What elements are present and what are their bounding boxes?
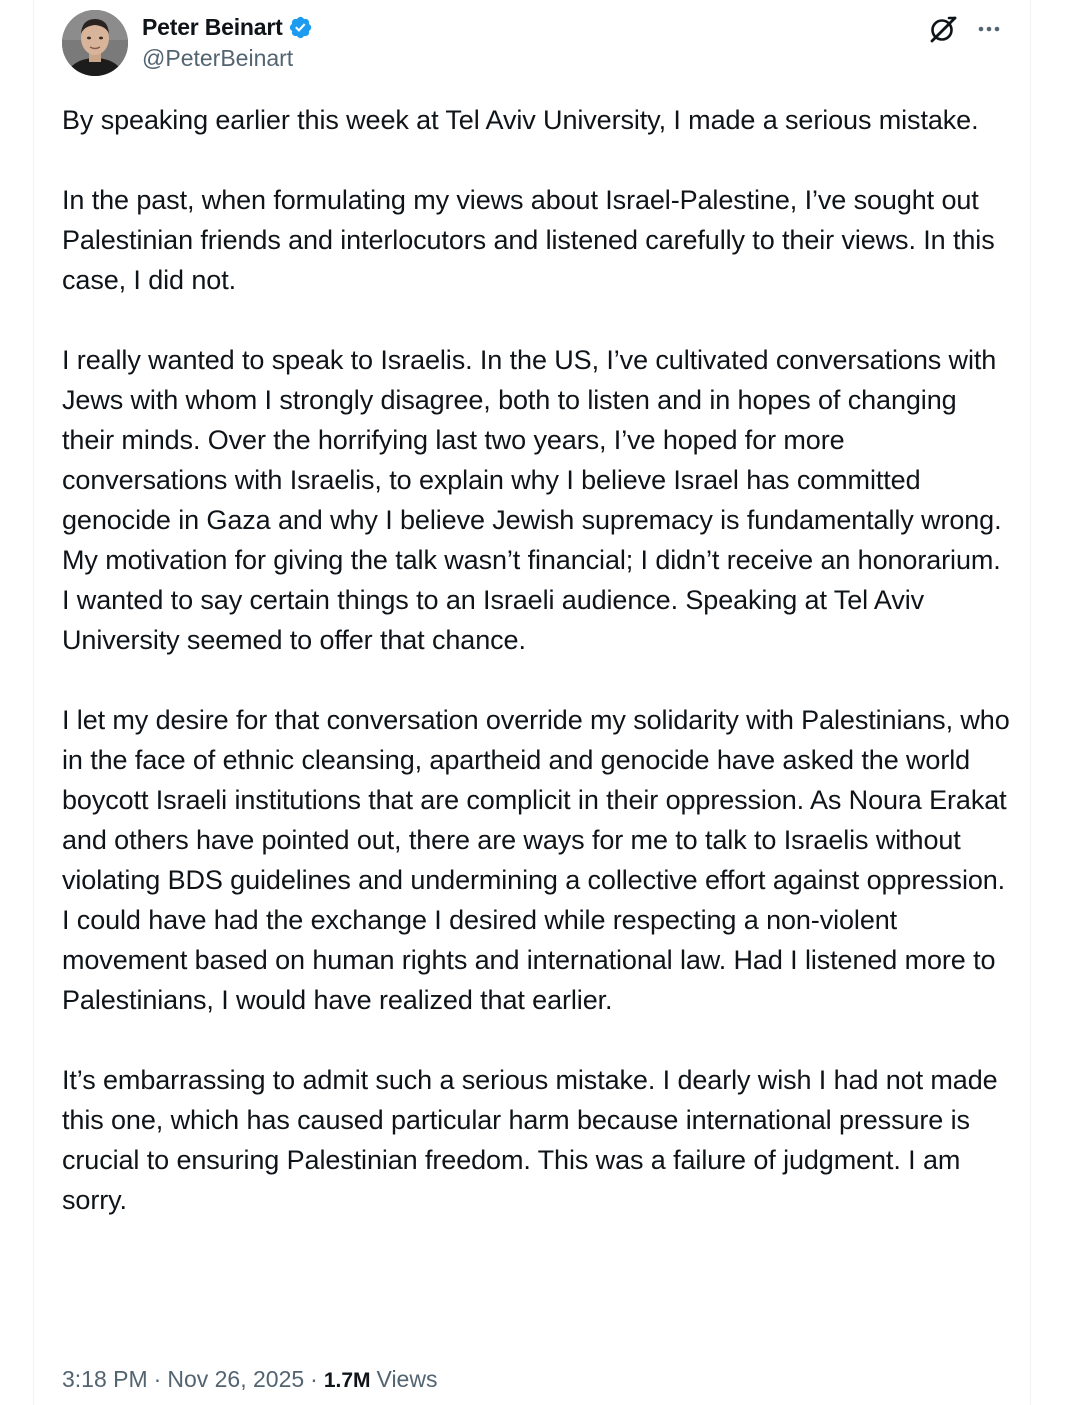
display-name-row — [142, 12, 313, 42]
tweet-meta — [62, 1366, 437, 1393]
tweet-text — [62, 100, 1012, 1220]
tweet-date[interactable]: Nov 26, 2025 — [167, 1366, 305, 1392]
tweet-paragraph: In the past, when formulating my views about Israel-Palestine, I’ve sought out Palestinian friends and interlocutors and listened carefully to their views. In this case, I did not. — [62, 185, 995, 295]
tweet-paragraph: By speaking earlier this week at Tel Aviv University, I made a serious mistake. — [62, 105, 979, 135]
tweet-paragraph: I let my desire for that conversation override my solidarity with Palestinians, who in the face of ethnic cleansing, apartheid and genocide have asked the world boycott Israeli institutions that are complicit in their oppression. As Noura Erakat and others have pointed out, there are ways for me to talk to Israelis without violating BDS guidelines and undermining a collective effort against oppression. I could have had the exchange I desired while respecting a non-violent movement based on human rights and international law. Had I listened more to Palestinians, I would have realized that earlier. — [62, 705, 1010, 1015]
verified-badge-icon[interactable] — [288, 15, 313, 40]
more-options-icon[interactable] — [974, 14, 1004, 44]
grok-icon[interactable] — [928, 14, 958, 44]
avatar[interactable] — [62, 10, 128, 76]
tweet-paragraph: I really wanted to speak to Israelis. In the US, I’ve cultivated conversations with Jews with whom I strongly disagree, both to listen and in hopes of changing their minds. Over the horrifying last two years, I’ve hoped for more conversations with Israelis, to explain why I believe Israel has committed genocide in Gaza and why I believe Jewish supremacy is fundamentally wrong. My motivation for giving the talk wasn’t financial; I didn’t receive an honorarium. I wanted to say certain things to an Israeli audience. Speaking at Tel Aviv University seemed to offer that chance. — [62, 345, 1002, 655]
avatar-image — [62, 10, 128, 76]
meta-separator: · — [310, 1366, 318, 1392]
views-label[interactable]: Views — [376, 1366, 438, 1392]
display-name[interactable]: Peter Beinart — [142, 13, 283, 40]
author-names — [142, 12, 313, 72]
tweet-paragraph: It’s embarrassing to admit such a serious mistake. I dearly wish I had not made this one, which has caused particular harm because international pressure is crucial to ensuring Palestinian freedom. This was a failure of judgment. I am sorry. — [62, 1065, 998, 1215]
tweet-card — [33, 0, 1031, 1405]
tweet-header — [62, 10, 1004, 80]
tweet-time[interactable]: 3:18 PM — [62, 1366, 148, 1392]
meta-separator: · — [153, 1366, 162, 1392]
author-handle[interactable]: @PeterBeinart — [142, 45, 294, 71]
views-count[interactable]: 1.7M — [323, 1369, 371, 1392]
